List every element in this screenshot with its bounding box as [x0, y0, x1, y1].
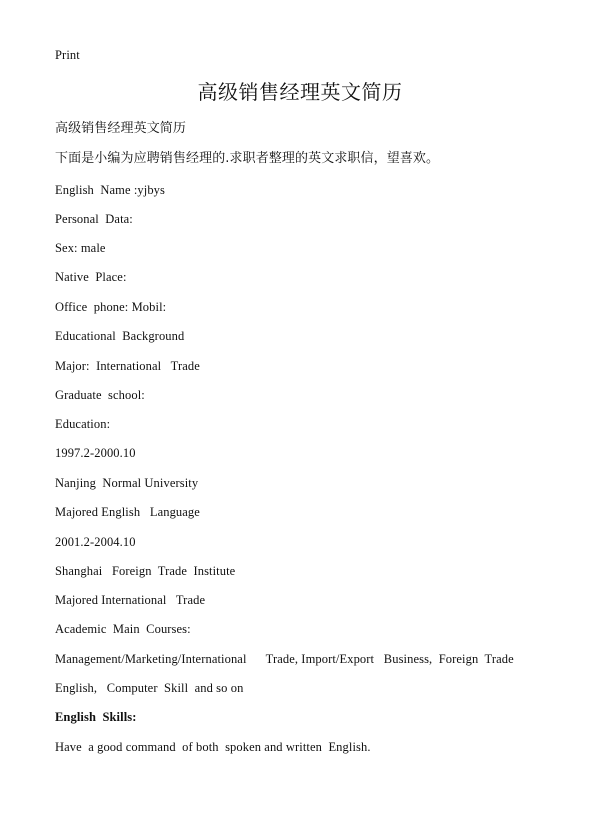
resume-line: 2001.2-2004.10: [55, 535, 136, 549]
skills-heading: English Skills:: [55, 710, 137, 724]
resume-line: Graduate school:: [55, 388, 145, 402]
resume-line: Education:: [55, 417, 111, 431]
resume-line: Educational Background: [55, 329, 185, 343]
resume-line: English, Computer Skill and so on: [55, 681, 244, 695]
page-title: 高级销售经理英文简历: [197, 80, 403, 104]
resume-line: Management/Marketing/International Trade, Import/Export Business, Foreign Trade: [55, 652, 514, 666]
resume-line: English Name :yjbys: [55, 183, 165, 197]
skills-text: Have a good command of both spoken and written English.: [55, 740, 371, 754]
resume-line: Office phone: Mobil:: [55, 300, 167, 314]
resume-line: Nanjing Normal University: [55, 476, 199, 490]
resume-line: Majored English Language: [55, 505, 200, 519]
resume-line: Shanghai Foreign Trade Institute: [55, 564, 236, 578]
resume-line: Academic Main Courses:: [55, 622, 191, 636]
document-subtitle: 高级销售经理英文简历: [55, 121, 187, 136]
resume-line: Sex: male: [55, 241, 106, 255]
intro-text: 下面是小编为应聘销售经理的.求职者整理的英文求职信，望喜欢。: [55, 151, 440, 166]
resume-line: Majored International Trade: [55, 593, 206, 607]
resume-line: Native Place:: [55, 270, 127, 284]
print-link[interactable]: Print: [55, 48, 80, 62]
resume-line: Major: International Trade: [55, 359, 200, 373]
resume-line: 1997.2-2000.10: [55, 446, 136, 460]
resume-line: Personal Data:: [55, 212, 133, 226]
